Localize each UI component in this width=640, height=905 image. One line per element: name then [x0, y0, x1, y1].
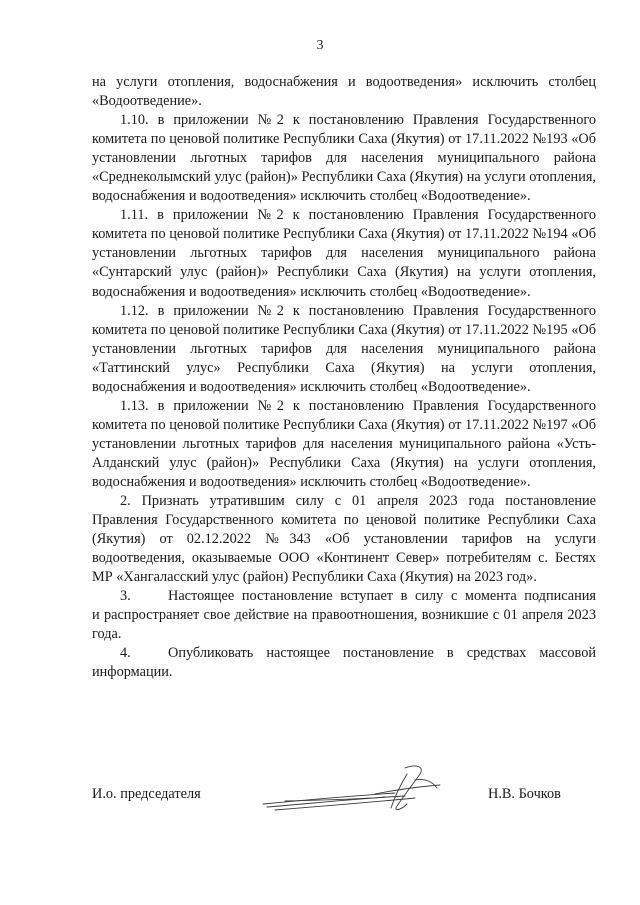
paragraph-rest-text: и распространяет свое действие на правоотношения, возникшие с 01 апреля 2023 года.: [92, 607, 596, 643]
handwritten-signature: [255, 760, 455, 820]
paragraph-rest-text: информации.: [92, 664, 173, 681]
paragraph-number: 3.: [120, 588, 131, 605]
page-number: 3: [316, 38, 324, 53]
paragraph-number: 4.: [120, 645, 131, 662]
paragraph-1-12: 1.12. в приложении №2 к постановлению Правления Государственного комитета по ценовой политике Республики Саха (Якутия) от 17.11.2022 №195 «Об установлении льготных тарифов для населения муниципального района «Таттинский улус» Республики Саха (Якутия) на услуги отопления, водоснабжения и водоотведения» исключить столбец «Водоотведение».: [92, 302, 596, 395]
paragraph-1-10: 1.10. в приложении №2 к постановлению Правления Государственного комитета по ценовой политике Республики Саха (Якутия) от 17.11.2022 №193 «Об установлении льготных тарифов для населения муниципального района «Среднеколымский улус (район)» Республики Саха (Якутия) на услуги отопления, водоснабжения и водоотведения» исключить столбец «Водоотведение».: [92, 112, 596, 205]
signatory-position: И.о. председателя: [92, 786, 201, 802]
signatory-name: Н.В. Бочков: [488, 786, 561, 802]
paragraph-3: [92, 587, 596, 644]
paragraph-lead-text: Опубликовать настоящее постановление в средствах массовой: [168, 645, 596, 662]
paragraph-lead-text: Настоящее постановление вступает в силу с момента подписания: [168, 588, 596, 605]
paragraph-continuation: на услуги отопления, водоснабжения и водоотведения» исключить столбец «Водоотведение».: [92, 74, 596, 110]
paragraph-1-11: 1.11. в приложении №2 к постановлению Правления Государственного комитета по ценовой политике Республики Саха (Якутия) от 17.11.2022 №194 «Об установлении льготных тарифов для населения муниципального района «Сунтарский улус (район)» Республики Саха (Якутия) на услуги отопления, водоснабжения и водоотведения» исключить столбец «Водоотведение».: [92, 207, 596, 300]
paragraph-4: [92, 644, 596, 682]
paragraph-2: 2. Признать утратившим силу с 01 апреля 2023 года постановление Правления Государственного комитета по ценовой политике Республики Саха (Якутия) от 02.12.2022 №343 «Об установлении тарифов на услуги водоотведения, оказываемые ООО «Континент Север» потребителям с. Бестях МР «Хангаласский улус (район) Республики Саха (Якутия) на 2023 год».: [92, 493, 596, 586]
document-body: [92, 73, 596, 683]
paragraph-1-13: 1.13. в приложении №2 к постановлению Правления Государственного комитета по ценовой политике Республики Саха (Якутия) от 17.11.2022 №197 «Об установлении льготных тарифов для населения муниципального района «Усть-Алданский улус (район)» Республики Саха (Якутия) на услуги отопления, водоснабжения и водоотведения» исключить столбец «Водоотведение».: [92, 397, 596, 490]
